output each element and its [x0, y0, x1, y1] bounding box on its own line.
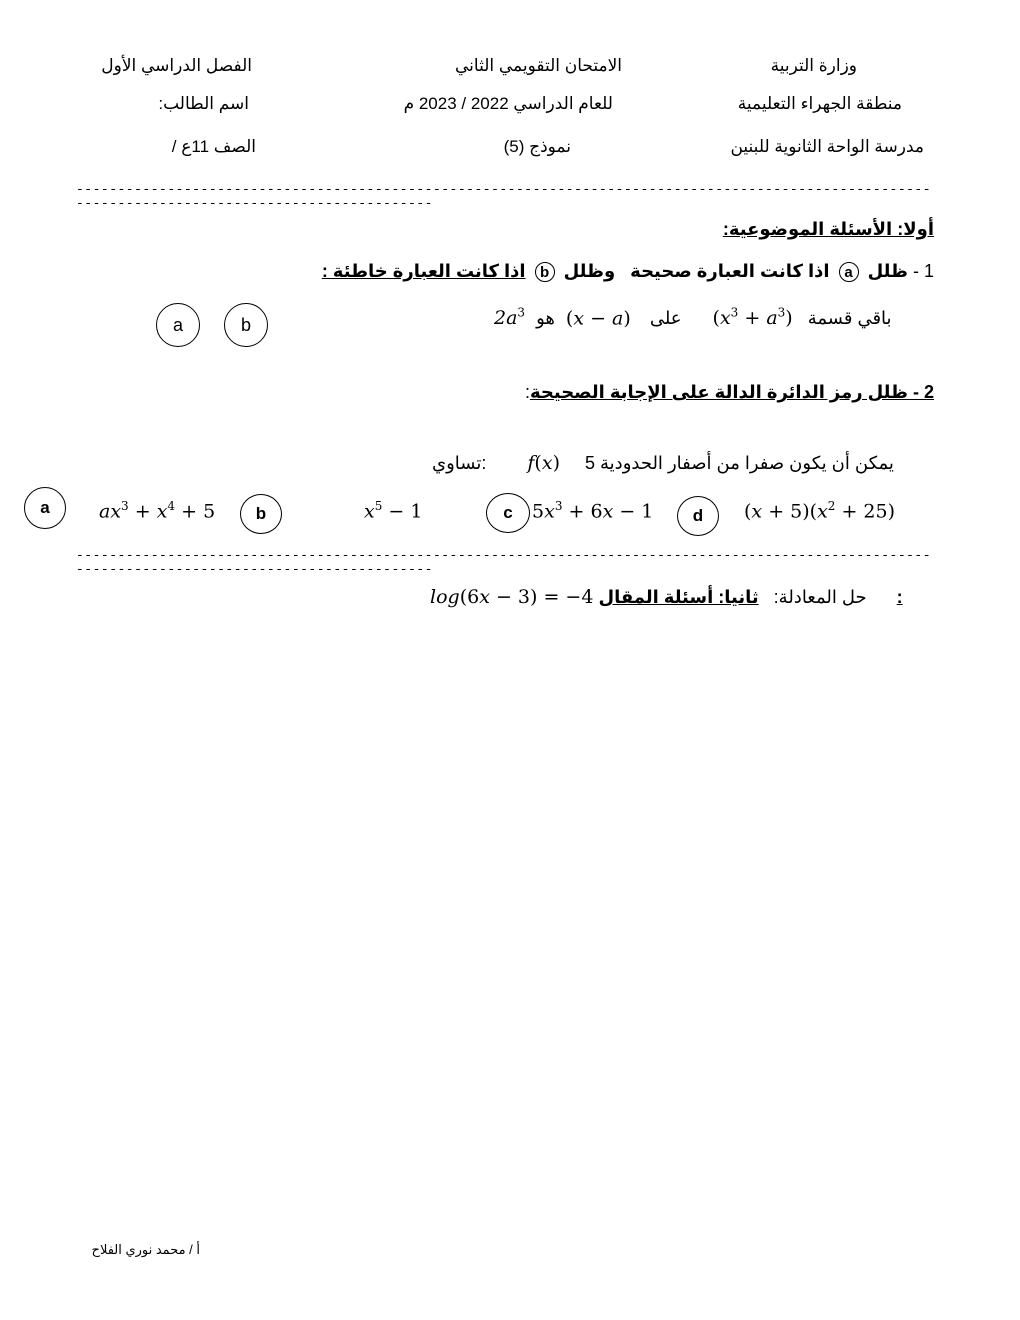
q1-is-word: هو [536, 308, 555, 329]
q2-stem [432, 452, 894, 474]
q1-instruction [322, 261, 934, 282]
q1-dividend-expr: $(x^3 + a^3)$ [712, 306, 793, 330]
divider-mid: -------------------------------------------------------------------------------------------------------------------------------------------------- [76, 549, 932, 577]
q1-mark-b: b [535, 262, 555, 282]
region-text: منطقة الجهراء التعليمية [737, 94, 902, 113]
q1-mark-a: a [839, 262, 859, 282]
q2-title [525, 382, 934, 403]
q2-option-a-circle[interactable]: a [24, 487, 66, 529]
q2-option-d-circle[interactable]: d [677, 496, 719, 536]
q2-title-text: 2 - ظلل رمز الدائرة الدالة على الإجابة الصحيحة [529, 382, 934, 402]
q1-true-text: اذا كانت العبارة صحيحة وظلل [563, 261, 830, 281]
q1-on-word: على [649, 308, 682, 329]
essay-row [430, 586, 903, 608]
q2-option-a-expr: $ax^3 + x^4 + 5$ [99, 499, 216, 523]
exam-title: الامتحان التقويمي الثاني [455, 56, 622, 75]
q1-remainder-expr: $2a^3$ [494, 306, 526, 330]
academic-year: للعام الدراسي 2022 / 2023 م [403, 94, 613, 113]
essay-instruction: حل المعادلة: [773, 587, 867, 607]
q1-shade-word: ظلل [867, 261, 908, 281]
q2-stem-end: تساوي: [432, 453, 487, 473]
q2-option-b-expr: $x^5 - 1$ [364, 499, 423, 523]
school-text: مدرسة الواحة الثانوية للبنين [730, 137, 924, 156]
teacher-signature: أ / محمد نوري الفلاح [91, 1242, 200, 1257]
model-number: نموذج (5) [503, 137, 571, 156]
q2-option-d-expr: $(x + 5)(x^2 + 25)$ [744, 499, 896, 523]
q2-option-c-circle[interactable]: c [486, 493, 530, 533]
grade-label: الصف 11ع / [171, 137, 256, 156]
q2-option-b-circle[interactable]: b [240, 494, 282, 534]
q1-prefix: باقي قسمة [807, 308, 892, 329]
essay-section-title: ثانيا: أسئلة المقال: [598, 587, 903, 607]
q1-choice-b[interactable]: b [224, 303, 268, 347]
ministry-text: وزارة التربية [770, 56, 857, 75]
q2-title-colon: : [524, 382, 530, 402]
q1-choice-a[interactable]: a [156, 303, 200, 347]
q1-divisor-expr: (x − a) [565, 307, 631, 330]
q1-number: 1 - [912, 261, 934, 281]
divider-top: -------------------------------------------------------------------------------------------------------------------------------------------------- [76, 183, 932, 211]
q1-false-text: اذا كانت العبارة خاطئة : [321, 261, 526, 281]
q1-statement [494, 306, 892, 329]
semester-text: الفصل الدراسي الأول [101, 56, 252, 75]
q2-stem-start: 5 يمكن أن يكون صفرا من أصفار الحدودية [585, 453, 894, 473]
q2-option-c-expr: $5x^3 + 6x - 1$ [532, 499, 654, 523]
q2-function-expr: f(x) [527, 452, 560, 474]
objective-section-title: أولا: الأسئلة الموضوعية: [722, 219, 934, 239]
essay-equation: log(6x − 3) = −4 [430, 586, 594, 608]
student-name-label: اسم الطالب: [158, 94, 249, 113]
